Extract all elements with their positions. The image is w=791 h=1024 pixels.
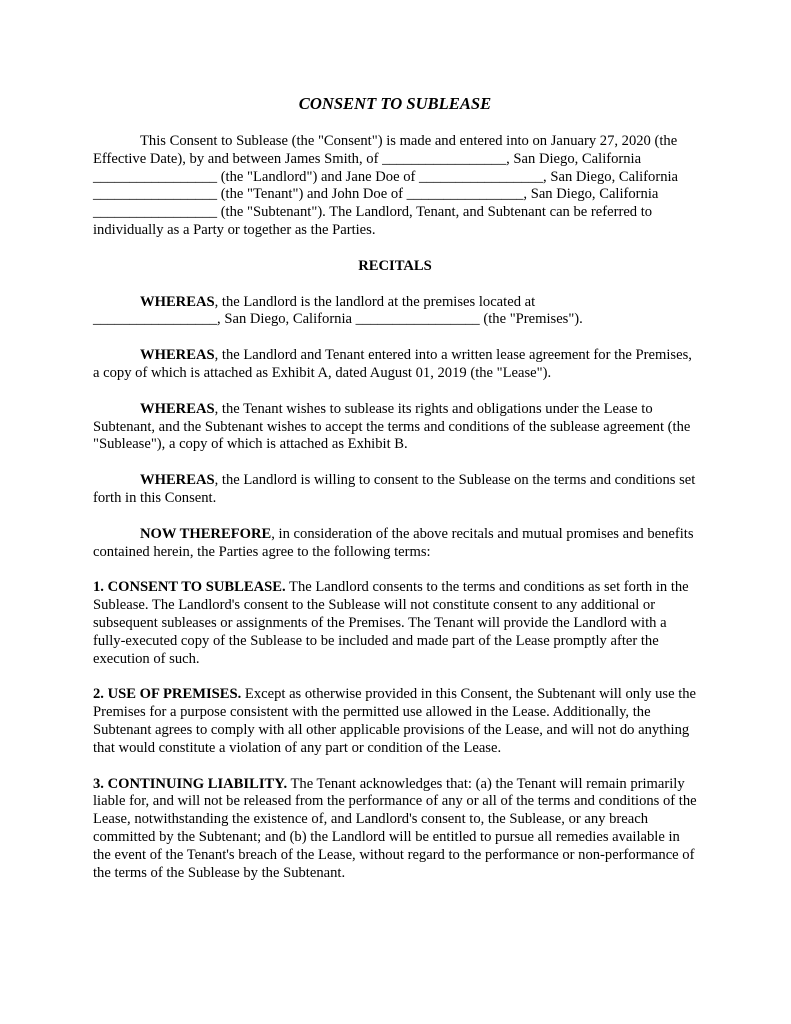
section-consent-to-sublease xyxy=(93,579,697,668)
recital-text: , the Tenant wishes to sublease its rights and obligations under the Lease to Subtenant, and the Subtenant wishes to accept the terms and conditions of the sublease agreement (the "Sublease"), a copy of which is attached as Exhibit B. xyxy=(93,400,691,453)
recital-lead: WHEREAS xyxy=(140,293,215,310)
section-use-of-premises xyxy=(93,686,697,757)
now-therefore-lead: NOW THEREFORE xyxy=(140,525,272,542)
recital-lease xyxy=(93,347,697,383)
recital-text: , the Landlord and Tenant entered into a written lease agreement for the Premises, a copy of which is attached as Exhibit A, dated August 01, 2019 (the "Lease"). xyxy=(93,347,692,381)
now-therefore-paragraph xyxy=(93,526,697,562)
recital-premises xyxy=(93,294,697,330)
recital-lead: WHEREAS xyxy=(140,400,215,417)
recitals-heading: RECITALS xyxy=(358,257,432,274)
section-text: The Landlord consents to the terms and conditions as set forth in the Sublease. The Landlord's consent to the Sublease will not constitute consent to any additional or subsequent subleases or assignments of the Premises. The Tenant will provide the Landlord with a fully-executed copy of the Sublease to be included and made part of the Lease promptly after the execution of such. xyxy=(93,579,689,667)
recital-lead: WHEREAS xyxy=(140,347,215,364)
recital-text: , the Landlord is the landlord at the premises located at xyxy=(214,293,536,310)
document-title: CONSENT TO SUBLEASE xyxy=(298,94,492,113)
recital-lead: WHEREAS xyxy=(140,472,215,489)
recital-text-line2: _________________, San Diego, California _________________ (the "Premises"). xyxy=(93,311,583,328)
section-text: Except as otherwise provided in this Consent, the Subtenant will only use the Premises for a purpose consistent with the permitted use allowed in the Lease. Additionally, the Subtenant agrees to comply with all other applicable provisions of the Lease, and will not do anything that would constitute a violation of any part or condition of the Lease. xyxy=(93,686,697,756)
now-therefore-text: , in consideration of the above recitals and mutual promises and benefits contained herein, the Parties agree to the following terms: xyxy=(93,525,694,560)
recital-consent xyxy=(93,472,697,508)
section-text: The Tenant acknowledges that: (a) the Tenant will remain primarily liable for, and will not be released from the performance of any or all of the terms and conditions of the Lease, notwithstanding the existence of, and Landlord's consent to, the Sublease, or any breach committed by the Subtenant; and (b) the Landlord will be entitled to pursue all remedies available in the event of the Tenant's breach of the Lease, without regard to the performance or non-performance of the terms of the Sublease by the Subtenant. xyxy=(93,775,697,881)
section-heading: 2. USE OF PREMISES. xyxy=(93,686,242,703)
intro-paragraph: This Consent to Sublease (the "Consent") is made and entered into on January 27, 2020 (the Effective Date), by and between James Smith, of _________________, San Diego, California _________________ (the "Landlord") and Jane Doe of _________________, San Diego, California _________________ (the "Tenant") and John Doe of ________________, San Diego, California _________________ (the "Subtenant"). The Landlord, Tenant, and Subtenant can be referred to individually as a Party or together as the Parties. xyxy=(93,133,679,238)
section-continuing-liability xyxy=(93,776,697,883)
recital-sublease xyxy=(93,401,697,454)
section-heading: 1. CONSENT TO SUBLEASE. xyxy=(93,579,286,596)
document-page xyxy=(93,94,697,900)
section-heading: 3. CONTINUING LIABILITY. xyxy=(93,775,288,792)
recital-text: , the Landlord is willing to consent to the Sublease on the terms and conditions set forth in this Consent. xyxy=(93,472,696,506)
